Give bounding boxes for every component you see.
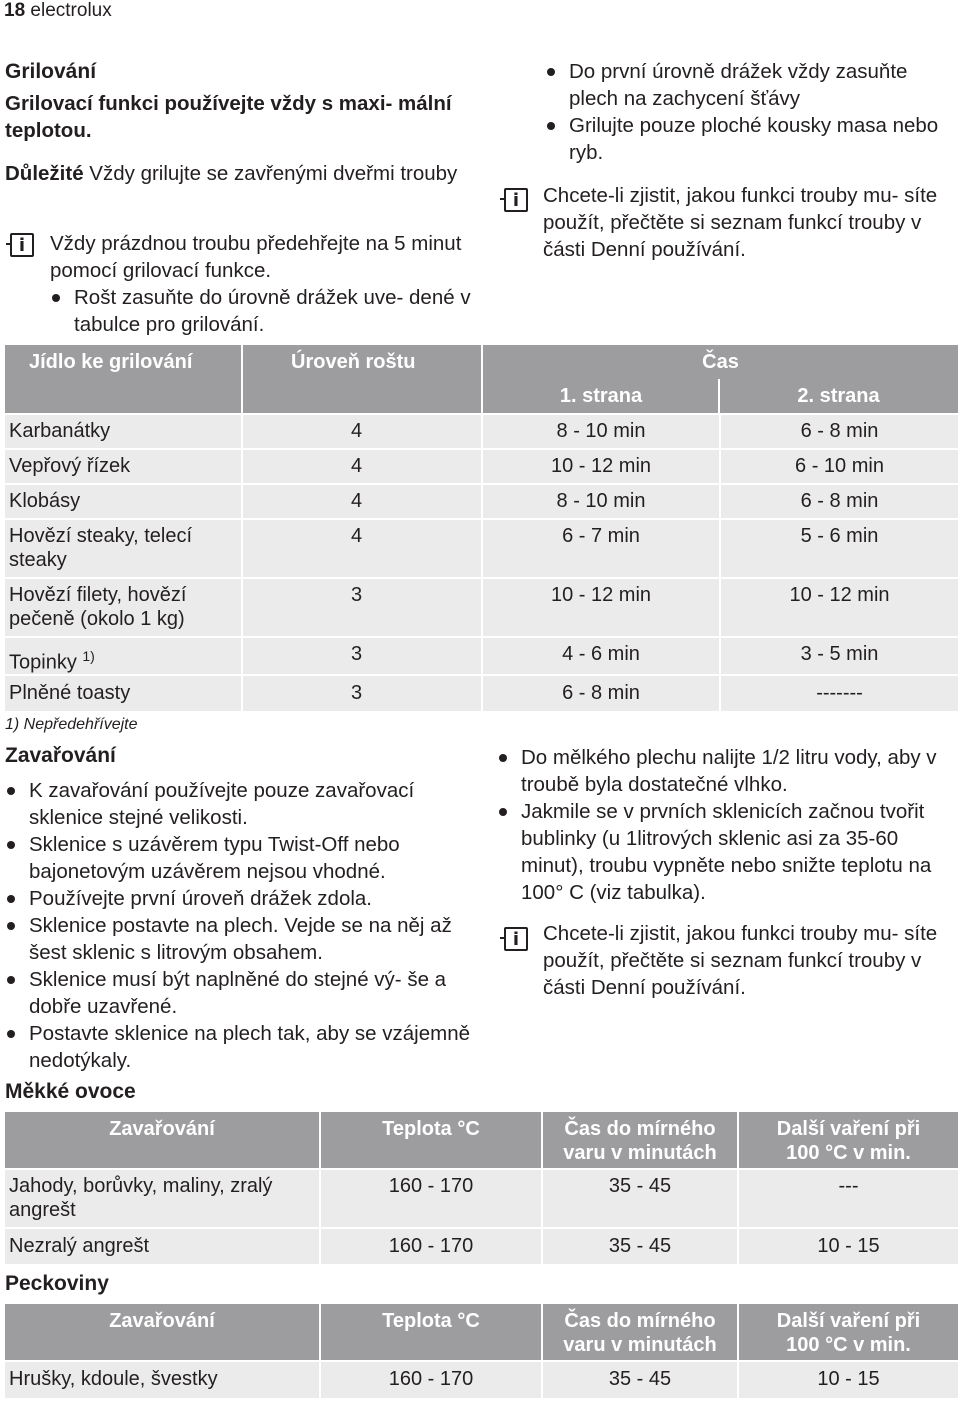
list-item: Sklenice musí být naplněné do stejné vý- še a dobře uzavřené. (5, 966, 475, 1020)
table-cell: 3 - 5 min (721, 638, 958, 674)
page-number: 18 (4, 0, 26, 21)
soft-fruit-title: Měkké ovoce (5, 1080, 136, 1103)
table-footnote: 1) Nepředehřívejte (5, 716, 138, 733)
header-canning: Zavařování (5, 1304, 319, 1360)
table-cell: 35 - 45 (543, 1362, 737, 1398)
table-cell: 10 - 15 (739, 1362, 958, 1398)
food-name: Topinky (9, 651, 77, 674)
grilling-title: Grilování (5, 60, 97, 83)
info-icon (10, 233, 34, 257)
canning-bullets-right (497, 744, 957, 906)
list-item: K zavařování používejte pouze zavařovací sklenice stejné velikosti. (5, 777, 475, 831)
table-cell: 10 - 12 min (483, 450, 719, 483)
grilling-bullets-right (545, 58, 955, 166)
header-time: Čas (483, 345, 958, 379)
stone-fruit-title: Peckoviny (5, 1272, 109, 1295)
grilling-bullets-left (50, 284, 475, 338)
list-item: Postavte sklenice na plech tak, aby se vzájemně nedotýkaly. (5, 1020, 475, 1074)
header-extra-cooking: Další vaření při 100 °C v min. (739, 1304, 958, 1360)
grilling-intro: Grilovací funkci používejte vždy s maxi- mální teplotou. (5, 92, 452, 142)
preheat-note: Vždy prázdnou troubu předehřejte na 5 minut pomocí grilovací funkce. (50, 232, 462, 282)
brand-name: electrolux (30, 0, 112, 21)
table-cell: 3 (243, 676, 481, 711)
table-cell: 6 - 8 min (483, 676, 719, 711)
table-cell: 5 - 6 min (721, 520, 958, 577)
page-header (4, 0, 112, 22)
table-cell: Hovězí filety, hovězí pečeně (okolo 1 kg) (5, 579, 241, 636)
header-extra-cooking: Další vaření při 100 °C v min. (739, 1112, 958, 1168)
table-cell: 35 - 45 (543, 1170, 737, 1227)
table-cell: Klobásy (5, 485, 241, 518)
important-text: Vždy grilujte se zavřenými dveřmi trouby (83, 162, 458, 185)
table-cell: Hrušky, kdoule, švestky (5, 1362, 319, 1398)
table-cell: 4 (243, 520, 481, 577)
table-cell: 10 - 12 min (483, 579, 719, 636)
footnote-mark: 1) (82, 648, 95, 664)
grill-table (5, 345, 958, 711)
table-cell: 35 - 45 (543, 1229, 737, 1264)
table-cell: 6 - 8 min (721, 415, 958, 448)
table-cell: 3 (243, 638, 481, 674)
important-note (5, 160, 475, 187)
header-side-2: 2. strana (719, 379, 958, 413)
list-item: Sklenice postavte na plech. Vejde se na něj až šest sklenic s litrovým obsahem. (5, 912, 475, 966)
header-canning: Zavařování (5, 1112, 319, 1168)
table-cell: Jahody, borůvky, maliny, zralý angrešt (5, 1170, 319, 1227)
canning-title: Zavařování (5, 744, 116, 767)
table-cell: Nezralý angrešt (5, 1229, 319, 1264)
list-item: Používejte první úroveň drážek zdola. (5, 885, 475, 912)
important-label: Důležité (5, 162, 84, 185)
table-cell: 4 - 6 min (483, 638, 719, 674)
table-cell: 4 (243, 450, 481, 483)
table-cell: ------- (721, 676, 958, 711)
table-cell: 3 (243, 579, 481, 636)
info-icon (504, 927, 528, 951)
table-cell (5, 638, 241, 674)
canning-bullets-left (5, 777, 475, 1074)
table-cell: 10 - 12 min (721, 579, 958, 636)
table-cell: 6 - 7 min (483, 520, 719, 577)
header-temperature: Teplota °C (321, 1304, 541, 1360)
table-cell: 160 - 170 (321, 1229, 541, 1264)
table-cell: 160 - 170 (321, 1170, 541, 1227)
header-boil-time: Čas do mírného varu v minutách (543, 1112, 737, 1168)
info-icon (504, 188, 528, 212)
table-cell: Vepřový řízek (5, 450, 241, 483)
table-cell: --- (739, 1170, 958, 1227)
table-cell: Karbanátky (5, 415, 241, 448)
soft-fruit-table (5, 1112, 958, 1264)
list-item: Rošt zasuňte do úrovně drážek uve- dené v tabulce pro grilování. (50, 284, 475, 338)
header-divider (718, 379, 720, 413)
table-cell: 160 - 170 (321, 1362, 541, 1398)
header-level: Úroveň roštu (243, 345, 481, 413)
list-item: Sklenice s uzávěrem typu Twist-Off nebo bajonetovým uzávěrem nejsou vhodné. (5, 831, 475, 885)
list-item: Grilujte pouze ploché kousky masa nebo ryb. (545, 112, 955, 166)
function-note: Chcete-li zjistit, jakou funkci trouby mu- síte použít, přečtěte si seznam funkcí trouby v části Denní používání. (543, 184, 938, 261)
table-cell: 6 - 8 min (721, 485, 958, 518)
table-cell: 8 - 10 min (483, 485, 719, 518)
table-cell: 4 (243, 485, 481, 518)
table-cell: 8 - 10 min (483, 415, 719, 448)
table-cell: 4 (243, 415, 481, 448)
table-cell: Hovězí steaky, telecí steaky (5, 520, 241, 577)
table-cell: Plněné toasty (5, 676, 241, 711)
header-food: Jídlo ke grilování (5, 345, 241, 413)
header-temperature: Teplota °C (321, 1112, 541, 1168)
list-item: Jakmile se v prvních sklenicích začnou tvořit bublinky (u 1litrových sklenic asi za 35-60 minut), troubu vypněte nebo snižte teplotu na 100° C (viz tabulka). (497, 798, 957, 906)
stone-fruit-table (5, 1304, 958, 1398)
header-side-1: 1. strana (483, 379, 719, 413)
table-cell: 10 - 15 (739, 1229, 958, 1264)
list-item: Do první úrovně drážek vždy zasuňte plech na zachycení šťávy (545, 58, 955, 112)
list-item: Do mělkého plechu nalijte 1/2 litru vody, aby v troubě byla dostatečné vlhko. (497, 744, 957, 798)
canning-function-note: Chcete-li zjistit, jakou funkci trouby mu- síte použít, přečtěte si seznam funkcí trouby v části Denní používání. (543, 922, 938, 999)
header-boil-time: Čas do mírného varu v minutách (543, 1304, 737, 1360)
table-cell: 6 - 10 min (721, 450, 958, 483)
